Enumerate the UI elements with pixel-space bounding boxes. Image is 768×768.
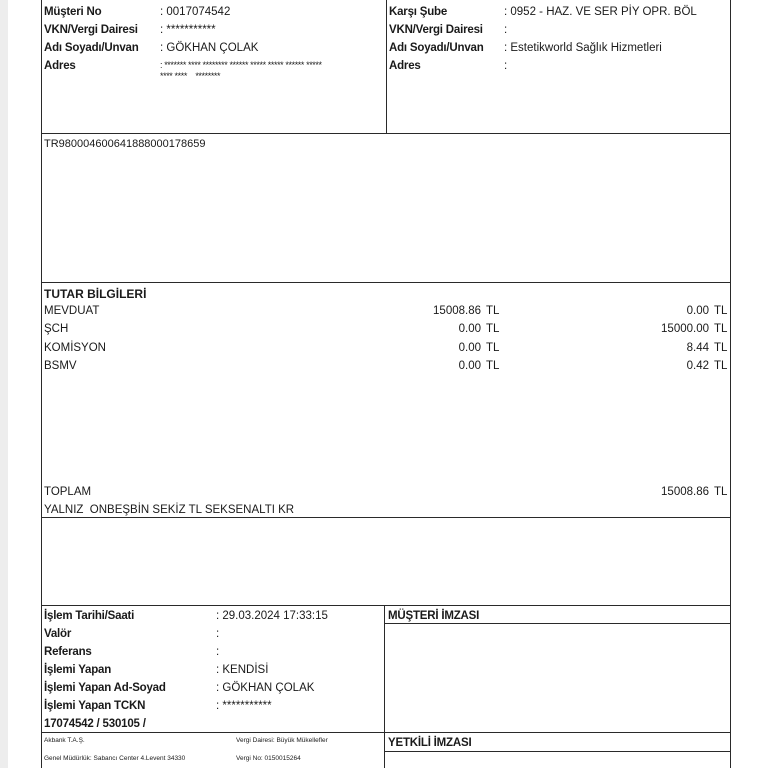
performer-name: : GÖKHAN ÇOLAK xyxy=(216,682,315,694)
performer-tckn-label: İşlemi Yapan TCKN xyxy=(44,700,146,712)
customer-no-label: Müşteri No xyxy=(44,6,102,18)
amounts-title: TUTAR BİLGİLERİ xyxy=(44,287,147,301)
amount-row-right: 0.00 xyxy=(686,305,709,317)
transaction-code: 17074542 / 530105 / xyxy=(44,718,146,730)
rule-transaction-bottom xyxy=(41,732,731,733)
performer-tckn: : *********** xyxy=(216,700,272,712)
amount-row-label: KOMİSYON xyxy=(44,342,106,354)
amount-row-right: 8.44 xyxy=(686,342,709,354)
amount-row-label: BSMV xyxy=(44,360,77,372)
footer-bank-name: Akbank T.A.Ş. xyxy=(44,737,85,744)
rule-header-bottom xyxy=(41,133,731,134)
transaction-date: : 29.03.2024 17:33:15 xyxy=(216,610,328,622)
counterparty-branch-label: Karşı Şube xyxy=(389,6,448,18)
counterparty-tax-office: : xyxy=(504,24,508,36)
amount-row-left: 0.00 xyxy=(458,360,481,372)
performer-name-label: İşlemi Yapan Ad-Soyad xyxy=(44,682,166,694)
frame-right-bottom xyxy=(730,605,731,768)
amount-row-label: MEVDUAT xyxy=(44,305,100,317)
value-date-label: Valör xyxy=(44,628,72,640)
total-label: TOPLAM xyxy=(44,486,92,498)
footer-headquarters: Genel Müdürlük: Sabancı Center 4.Levent 34330 xyxy=(44,755,186,762)
amount-row-left-currency: TL xyxy=(486,323,500,335)
performer-label: İşlemi Yapan xyxy=(44,664,112,676)
counterparty-name-label: Adı Soyadı/Unvan xyxy=(389,42,484,54)
amount-row-label: ŞCH xyxy=(44,323,69,335)
counterparty-branch: : 0952 - HAZ. VE SER PİY OPR. BÖL xyxy=(504,6,697,18)
frame-right-top xyxy=(730,0,731,605)
rule-authorized-signature-label xyxy=(384,751,731,752)
value-date: : xyxy=(216,628,220,640)
rule-customer-signature-label xyxy=(384,623,731,624)
total-in-words: YALNIZ ONBEŞBİN SEKİZ TL SEKSENALTI KR xyxy=(44,504,295,516)
performer: : KENDİSİ xyxy=(216,664,269,676)
amount-row-left-currency: TL xyxy=(486,360,500,372)
reference: : xyxy=(216,646,220,658)
rule-blank-bottom xyxy=(41,605,731,606)
customer-tax-office: : *********** xyxy=(160,24,216,36)
customer-signature-label: MÜŞTERİ İMZASI xyxy=(388,610,480,622)
amount-row-left-currency: TL xyxy=(486,342,500,354)
amount-row-left: 0.00 xyxy=(458,323,481,335)
iban: TR980004600641888000178659 xyxy=(44,138,206,150)
total-amount: 15008.86 xyxy=(661,486,709,498)
amount-row-right: 0.42 xyxy=(686,360,709,372)
customer-tax-office-label: VKN/Vergi Dairesi xyxy=(44,24,138,36)
amount-row-right-currency: TL xyxy=(714,323,728,335)
footer-tax-number: Vergi No: 0150015264 xyxy=(236,755,301,762)
rule-amounts-bottom xyxy=(41,517,731,518)
transaction-date-label: İşlem Tarihi/Saati xyxy=(44,610,135,622)
header-divider xyxy=(386,0,387,133)
counterparty-tax-office-label: VKN/Vergi Dairesi xyxy=(389,24,483,36)
authorized-signature-label: YETKİLİ İMZASI xyxy=(388,737,472,749)
amount-row-left: 15008.86 xyxy=(433,305,481,317)
customer-no: : 0017074542 xyxy=(160,6,231,18)
counterparty-name: : Estetikworld Sağlık Hizmetleri xyxy=(504,42,662,54)
frame-left-bottom xyxy=(41,605,42,768)
amount-row-right-currency: TL xyxy=(714,360,728,372)
total-currency: TL xyxy=(714,486,728,498)
counterparty-address: : xyxy=(504,60,508,72)
amount-row-left-currency: TL xyxy=(486,305,500,317)
customer-address-line2: **** **** ******** xyxy=(160,71,221,81)
page-shadow-edge xyxy=(0,0,8,768)
reference-label: Referans xyxy=(44,646,92,658)
customer-address-line1: : ******* **** ******** ****** ***** ***** ****** ***** xyxy=(160,60,322,70)
frame-left-top xyxy=(41,0,42,605)
customer-name: : GÖKHAN ÇOLAK xyxy=(160,42,259,54)
rule-iban-bottom xyxy=(41,282,731,283)
amount-row-right-currency: TL xyxy=(714,305,728,317)
amount-row-right-currency: TL xyxy=(714,342,728,354)
amount-row-right: 15000.00 xyxy=(661,323,709,335)
customer-address-label: Adres xyxy=(44,60,76,72)
signature-divider xyxy=(384,605,385,768)
customer-name-label: Adı Soyadı/Unvan xyxy=(44,42,139,54)
footer-tax-office: Vergi Dairesi: Büyük Mükellefler xyxy=(236,737,328,744)
counterparty-address-label: Adres xyxy=(389,60,421,72)
amount-row-left: 0.00 xyxy=(458,342,481,354)
